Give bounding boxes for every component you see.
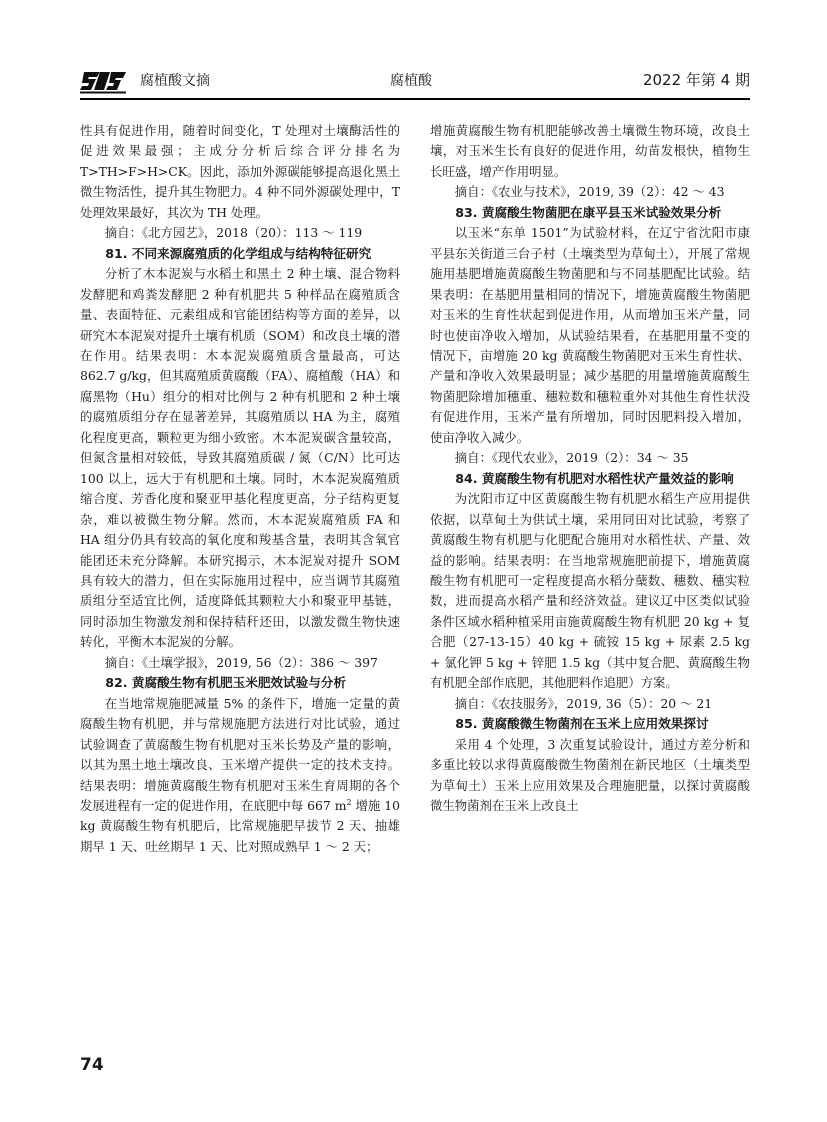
- heading-81: 81. 不同来源腐殖质的化学组成与结构特征研究: [105, 245, 372, 261]
- paragraph-80-continued: 性具有促进作用，随着时间变化，T 处理对土壤酶活性的促进效果最强；主成分分析后综合评分排名为 T>TH>F>H>CK。因此，添加外源碳能够提高退化黑土微生物活性，提升其生物肥力。4 种不同外源碳处理中，T 处理效果最好，其次为 TH 处理。: [80, 123, 400, 220]
- header-section-title: 腐植酸文摘: [140, 73, 210, 89]
- header-issue: 2022 年第 4 期: [642, 71, 750, 89]
- source-citation-84: 摘自：《农技服务》，2019, 36（5）：20 ～ 21: [454, 695, 713, 711]
- left-column: [80, 121, 400, 857]
- paragraph-81: 分析了木本泥炭与水稻土和黑土 2 种土壤、混合物料发酵肥和鸡粪发酵肥 2 种有机肥共 5 种样品在腐殖质含量、表面特征、元素组成和官能团结构等方面的差异，以研究木本泥炭对提升土壤有机质（SOM）和改良土壤的潜在作用。结果表明：木本泥炭腐殖质含量最高，可达 862.7 g/kg，但其腐殖质黄腐酸（FA）、腐植酸（HA）和腐黑物（Hu）组分的相对比例与 2 种有机肥和 2 种土壤的腐殖质组分存在显著差异，其腐殖质以 HA 为主，腐殖化程度更高，颗粒更为细小致密。木本泥炭碳含量较高，但氮含量相对较低，导致其腐殖质碳 / 氮（C/N）比可达 100 以上，远大于有机肥和土壤。同时，木本泥炭腐殖质缩合度、芳香化度和聚亚甲基化程度更高，分子结构更复杂，难以被微生物分解。然而，木本泥炭腐殖质 FA 和 HA 组分仍具有较高的氧化度和羧基含量，表明其含氧官能团还未充分降解。本研究揭示，木本泥炭对提升 SOM 具有较大的潜力，但在实际施用过程中，应当调节其腐殖质组分至适宜比例，适度降低其颗粒大小和聚亚甲基链，同时添加生物激发剂和保持秸秆还田，以激发微生物快速转化，平衡木本泥炭的分解。: [80, 266, 401, 650]
- paragraph-82-part-b: 增施 10 kg 黄腐酸生物有机肥后，比常规施肥早拔节 2 天、抽雄期早 1 天、吐丝期早 1 天、比对照成熟早 1 ～ 2 天；: [80, 797, 400, 854]
- heading-83: 83. 黄腐酸生物菌肥在康平县玉米试验效果分析: [455, 204, 722, 220]
- paragraph-85: 采用 4 个处理，3 次重复试验设计，通过方差分析和多重比较以求得黄腐酸微生物菌剂在新民地区（土壤类型为草甸土）玉米上应用效果及合理施肥量，以探讨黄腐酸微生物菌剂在玉米上改良土: [430, 736, 750, 813]
- heading-82: 82. 黄腐酸生物有机肥玉米肥效试验与分析: [105, 675, 346, 691]
- running-header: [80, 66, 750, 96]
- paragraph-82: [80, 694, 400, 858]
- source-citation-81: 摘自：《土壤学报》，2019, 56（2）：386 ～ 397: [104, 654, 378, 670]
- paragraph-84: 为沈阳市辽中区黄腐酸生物有机肥水稻生产应用提供依据，以草甸土为供试土壤，采用同田对比试验，考察了黄腐酸生物有机肥与化肥配合施用对水稻性状、产量、效益的影响。结果表明：在当地常规施肥前提下，增施黄腐酸生物有机肥可一定程度提高水稻分蘖数、穗数、穗实粒数，进而提高水稻产量和经济效益。建议辽中区类似试验条件区域水稻种植采用亩施黄腐酸生物有机肥 20 kg + 复合肥（27-13-15）40 kg + 硫铵 15 kg + 尿素 2.5 kg + 氯化钾 5 kg + 锌肥 1.5 kg（其中复合肥、黄腐酸生物有机肥全部作底肥，其他肥料作追肥）方案。: [430, 491, 750, 691]
- heading-85: 85. 黄腐酸微生物菌剂在玉米上应用效果探讨: [455, 716, 709, 732]
- superscript-2: 2: [346, 797, 352, 807]
- source-citation-82: 摘自：《农业与技术》，2019, 39（2）：42 ～ 43: [454, 184, 725, 200]
- paragraph-82-part-a: 在当地常规施肥减量 5% 的条件下，增施一定量的黄腐酸生物有机肥，并与常规施肥方法进行对比试验，通过试验调查了黄腐酸生物有机肥对玉米长势及产量的影响，以其为黑土地土壤改良、玉米增产提供一定的技术支持。结果表明：增施黄腐酸生物有机肥对玉米生育周期的各个发展进程有一定的促进作用，在底肥中每 667 m: [80, 695, 400, 813]
- paragraph-82-continued: 增施黄腐酸生物有机肥能够改善土壤微生物环境，改良土壤，对玉米生长有良好的促进作用，幼苗发根快，植物生长旺盛，增产作用明显。: [430, 123, 750, 179]
- paragraph-83: 以玉米“东单 1501”为试验材料，在辽宁省沈阳市康平县东关街道三台子村（土壤类型为草甸土），开展了常规施用基肥增施黄腐酸生物菌肥和与不同基肥配比试验。结果表明：在基肥用量相同的情况下，增施黄腐酸生物菌肥对玉米的生育性状起到促进作用，从而增加玉米产量，同时也使亩净收入增加，从试验结果看，在基肥用量不变的情况下，亩增施 20 kg 黄腐酸生物菌肥对玉米生育性状、产量和净收入效果最明显；减少基肥的用量增施黄腐酸生物菌肥除增加穗重、穗粒数和穗粒重外对其他生育性状没有促进作用，玉米产量有所增加，同时因肥料投入增加，使亩净收入减少。: [430, 225, 750, 445]
- page-number: 74: [80, 1055, 104, 1075]
- header-journal-name: 腐植酸: [390, 73, 432, 89]
- source-citation-83: 摘自：《现代农业》，2019（2）：34 ～ 35: [454, 450, 689, 466]
- header-rule: [80, 98, 750, 100]
- source-citation-80: 摘自：《北方园艺》，2018（20）：113 ～ 119: [104, 225, 363, 241]
- heading-84: 84. 黄腐酸生物有机肥对水稻性状产量效益的影响: [455, 470, 734, 486]
- journal-logo-icon: [80, 66, 128, 94]
- right-column: [430, 121, 750, 816]
